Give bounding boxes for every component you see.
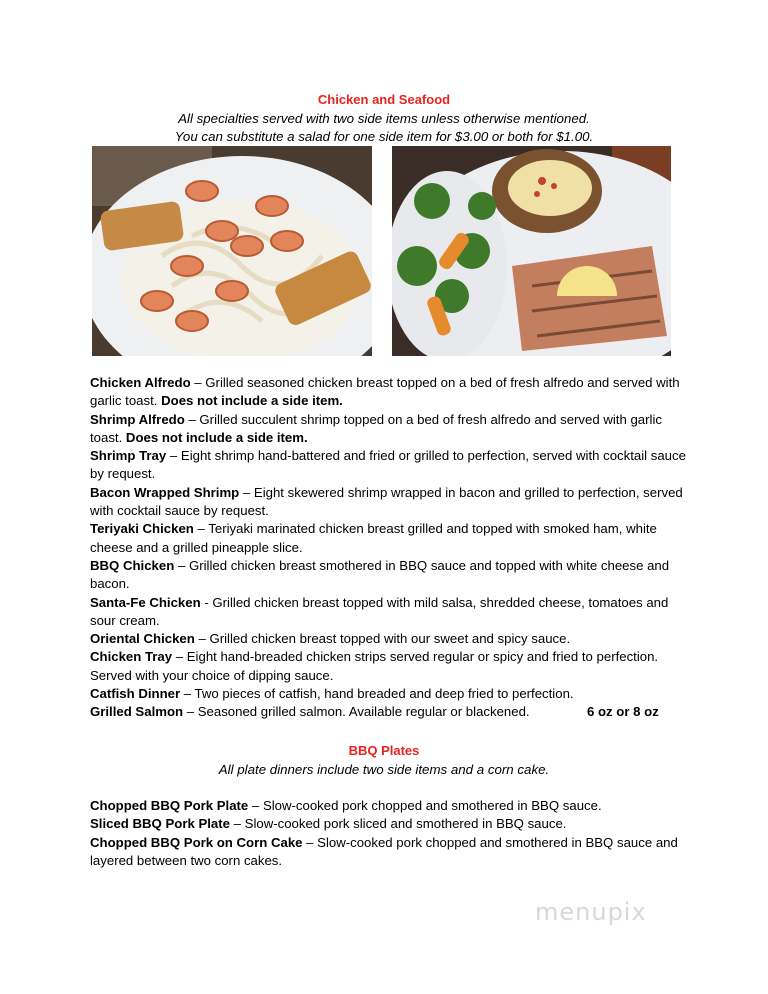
menu-item-shrimp-tray xyxy=(90,447,690,484)
item-name: Chicken Tray xyxy=(90,649,173,665)
item-description: – Slow-cooked pork chopped and smothered in BBQ sauce and layered between two corn cakes. xyxy=(90,834,678,868)
menu-item-shrimp-alfredo xyxy=(90,411,690,448)
item-name: Teriyaki Chicken xyxy=(90,521,194,537)
item-name: BBQ Chicken xyxy=(90,557,175,573)
bbq-section-subtitle: All plate dinners include two side items and a corn cake. xyxy=(218,762,550,777)
menu-item-chopped-bbq-pork-plate xyxy=(90,797,690,815)
menu-item-oriental-chicken xyxy=(90,630,690,648)
section-subtitle-line1: All specialties served with two side items unless otherwise mentioned. xyxy=(178,111,590,126)
chicken-seafood-items xyxy=(90,374,690,722)
item-description: - Grilled chicken breast topped with mild salsa, shredded cheese, tomatoes and sour cream. xyxy=(90,594,669,628)
shrimp-alfredo-photo xyxy=(92,146,372,356)
menu-item-grilled-salmon xyxy=(90,703,690,721)
item-description: – Seasoned grilled salmon. Available regular or blackened. xyxy=(183,704,530,720)
menu-item-catfish-dinner xyxy=(90,685,690,703)
menu-item-chopped-bbq-pork-corn-cake xyxy=(90,834,690,871)
menu-item-sliced-bbq-pork-plate xyxy=(90,815,690,833)
item-description: – Teriyaki marinated chicken breast grilled and topped with smoked ham, white cheese and a grilled pineapple slice. xyxy=(90,521,657,555)
item-note: Does not include a side item. xyxy=(161,393,343,409)
section-title-bbq-plates: BBQ Plates xyxy=(348,743,420,758)
menu-item-bacon-wrapped-shrimp xyxy=(90,484,690,521)
item-name: Sliced BBQ Pork Plate xyxy=(90,816,230,832)
section-subtitle-line2: You can substitute a salad for one side item for $3.00 or both for $1.00. xyxy=(174,129,594,144)
item-description: – Eight skewered shrimp wrapped in bacon and grilled to perfection, served with cocktail sauce by request. xyxy=(90,484,683,519)
menu-item-chicken-tray xyxy=(90,648,690,685)
item-name: Shrimp Alfredo xyxy=(90,411,185,427)
item-description: – Eight hand-breaded chicken strips served regular or spicy and fried to perfection. Served with your choice of dipping sauce. xyxy=(90,649,659,683)
item-name: Chopped BBQ Pork on Corn Cake xyxy=(90,834,303,850)
grilled-salmon-photo xyxy=(392,146,671,356)
item-name: Grilled Salmon xyxy=(90,704,184,720)
item-description: – Grilled seasoned chicken breast topped on a bed of fresh alfredo and served with garlic toast. xyxy=(90,375,680,409)
menu-item-bbq-chicken xyxy=(90,557,690,594)
item-name: Chicken Alfredo xyxy=(90,375,191,390)
item-name: Santa-Fe Chicken xyxy=(90,594,201,610)
item-description: – Two pieces of catfish, hand breaded and deep fried to perfection. xyxy=(180,686,574,702)
item-description: – Eight shrimp hand-battered and fried or grilled to perfection, served with cocktail sauce by request. xyxy=(90,448,686,482)
item-description: – Grilled succulent shrimp topped on a bed of fresh alfredo and served with garlic toast. xyxy=(90,411,662,445)
item-name: Bacon Wrapped Shrimp xyxy=(90,484,240,500)
item-description: – Grilled chicken breast smothered in BBQ sauce and topped with white cheese and bacon. xyxy=(90,557,670,592)
menu-item-teriyaki-chicken xyxy=(90,520,690,557)
item-description: – Slow-cooked pork sliced and smothered in BBQ sauce. xyxy=(229,816,567,832)
item-name: Catfish Dinner xyxy=(90,686,181,702)
item-description: – Slow-cooked pork chopped and smothered in BBQ sauce. xyxy=(248,798,602,813)
menupix-watermark: menupix xyxy=(535,898,647,926)
item-name: Chopped BBQ Pork Plate xyxy=(90,798,249,813)
item-name: Shrimp Tray xyxy=(90,448,167,464)
item-note: Does not include a side item. xyxy=(125,429,308,445)
bbq-plates-items xyxy=(90,797,690,870)
section-title-chicken-seafood: Chicken and Seafood xyxy=(317,92,451,107)
item-name: Oriental Chicken xyxy=(90,631,195,647)
item-description: – Grilled chicken breast topped with our sweet and spicy sauce. xyxy=(194,631,571,647)
item-portion: 6 oz or 8 oz xyxy=(587,704,659,720)
menu-item-chicken-alfredo xyxy=(90,374,690,411)
menu-item-santa-fe-chicken xyxy=(90,594,690,631)
